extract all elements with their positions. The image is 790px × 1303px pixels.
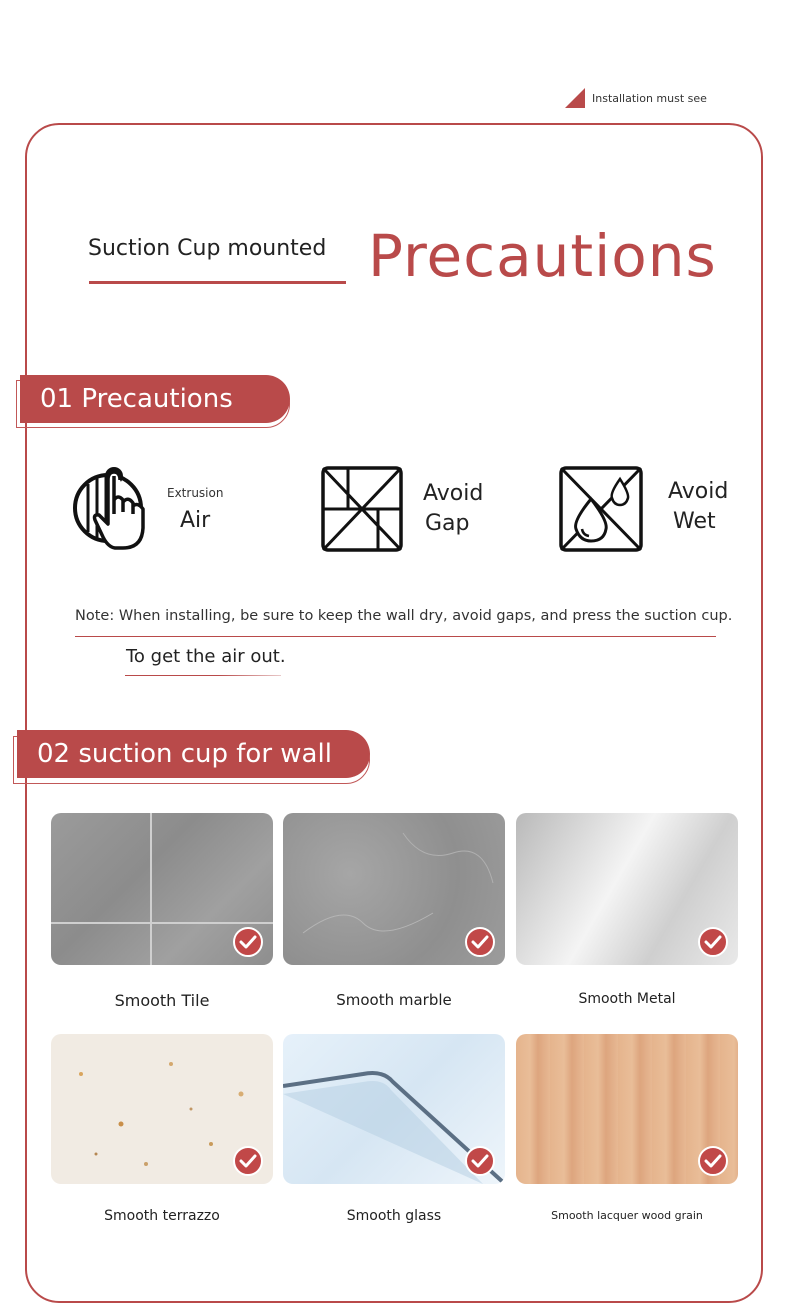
section1-banner bbox=[20, 375, 290, 423]
subtitle-underline bbox=[89, 281, 346, 284]
press-hand-icon bbox=[68, 462, 158, 554]
surface-image-metal bbox=[516, 813, 738, 965]
note2-underline bbox=[125, 675, 281, 676]
surface-label-glass: Smooth glass bbox=[346, 1208, 442, 1224]
avoid-wet-line2: Wet bbox=[673, 509, 716, 534]
surface-image-marble bbox=[283, 813, 505, 965]
surface-image-tile bbox=[51, 813, 273, 965]
surface-label-tile: Smooth Tile bbox=[114, 991, 210, 1010]
avoid-wet-line1: Avoid bbox=[668, 479, 729, 504]
triangle-icon bbox=[565, 88, 585, 108]
installation-note-continued: To get the air out. bbox=[126, 646, 286, 667]
surface-label-marble: Smooth marble bbox=[336, 991, 452, 1009]
precaution-avoid-wet bbox=[558, 465, 728, 557]
precaution-extrusion-air bbox=[68, 462, 228, 558]
air-label: Air bbox=[180, 508, 211, 533]
surface-image-wood bbox=[516, 1034, 738, 1184]
check-icon bbox=[233, 927, 263, 957]
avoid-gap-line1: Avoid bbox=[423, 481, 484, 506]
check-icon bbox=[465, 927, 495, 957]
surface-label-wood: Smooth lacquer wood grain bbox=[551, 1209, 703, 1222]
installation-tag-text: Installation must see bbox=[592, 92, 707, 105]
section2-banner bbox=[17, 730, 370, 778]
gap-icon bbox=[320, 465, 404, 553]
check-icon bbox=[698, 1146, 728, 1176]
page-title: Precautions bbox=[368, 222, 717, 290]
check-icon bbox=[233, 1146, 263, 1176]
extrusion-label: Extrusion bbox=[167, 486, 224, 500]
installation-note: Note: When installing, be sure to keep the wall dry, avoid gaps, and press the suction cup. bbox=[75, 608, 733, 624]
precaution-avoid-gap bbox=[320, 465, 490, 557]
surface-label-metal: Smooth Metal bbox=[578, 991, 676, 1007]
no-water-icon bbox=[558, 465, 644, 553]
check-icon bbox=[465, 1146, 495, 1176]
check-icon bbox=[698, 927, 728, 957]
section2-banner-text: 02 suction cup for wall bbox=[37, 739, 332, 769]
avoid-gap-line2: Gap bbox=[425, 511, 470, 536]
surface-image-terrazzo bbox=[51, 1034, 273, 1184]
section1-banner-text: 01 Precautions bbox=[40, 384, 233, 414]
surface-label-terrazzo: Smooth terrazzo bbox=[104, 1208, 220, 1224]
page-subtitle: Suction Cup mounted bbox=[88, 236, 327, 261]
surface-image-glass bbox=[283, 1034, 505, 1184]
note-divider bbox=[75, 636, 716, 637]
